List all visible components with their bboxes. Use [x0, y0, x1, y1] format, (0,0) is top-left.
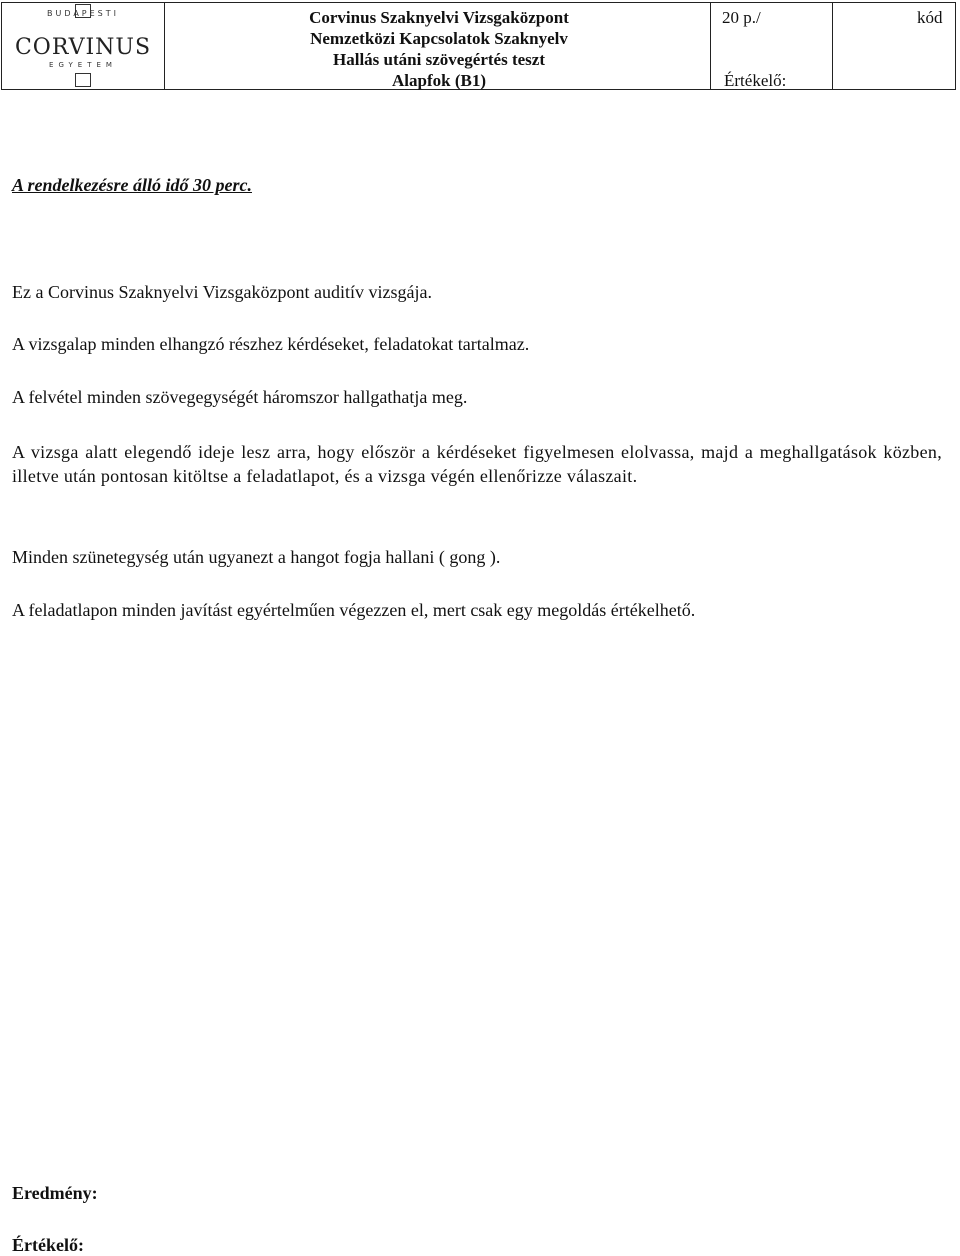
instruction-paragraph: Minden szünetegység után ugyanezt a hangot fogja hallani ( gong ).: [12, 547, 501, 567]
title-line: Nemzetközi Kapcsolatok Szaknyelv: [310, 29, 568, 48]
header-divider: [832, 3, 833, 89]
code-field: kód: [917, 8, 943, 27]
logo-lower-text: EGYETEM: [49, 61, 117, 69]
instruction-paragraph: A felvétel minden szövegegységét háromszor hallgathatja meg.: [12, 387, 468, 407]
corvinus-logo: [8, 5, 158, 89]
points-field: 20 p./: [722, 8, 761, 27]
title-line: Corvinus Szaknyelvi Vizsgaközpont: [309, 8, 569, 27]
grader-label: Értékelő:: [12, 1235, 84, 1255]
grader-field: Értékelő:: [724, 71, 787, 90]
instruction-paragraph: Ez a Corvinus Szaknyelvi Vizsgaközpont auditív vizsgája.: [12, 282, 432, 302]
logo-upper-text: BUDAPESTI: [46, 9, 120, 18]
header-divider: [164, 3, 165, 89]
header-title: [274, 7, 604, 91]
instruction-paragraph: A vizsga alatt elegendő ideje lesz arra, hogy először a kérdéseket figyelmesen elolvassa, majd a meghallgatások közben, illetve után pontosan kitöltse a feladatlapot, és a vizsga végén ellenőrizze válaszait.: [12, 442, 942, 486]
logo-main-text: CORVINUS: [14, 35, 152, 60]
header-divider: [710, 3, 711, 89]
title-line: Alapfok (B1): [392, 71, 486, 90]
exam-header: [1, 2, 956, 90]
result-label: Eredmény:: [12, 1183, 98, 1203]
time-limit-note: A rendelkezésre álló idő 30 perc.: [12, 175, 252, 195]
title-line: Hallás utáni szövegértés teszt: [333, 50, 545, 69]
logo-emblem-bottom: [75, 73, 91, 87]
instruction-paragraph: A vizsgalap minden elhangzó részhez kérdéseket, feladatokat tartalmaz.: [12, 334, 530, 354]
instruction-paragraph: A feladatlapon minden javítást egyértelműen végezzen el, mert csak egy megoldás értékelhető.: [12, 600, 696, 620]
